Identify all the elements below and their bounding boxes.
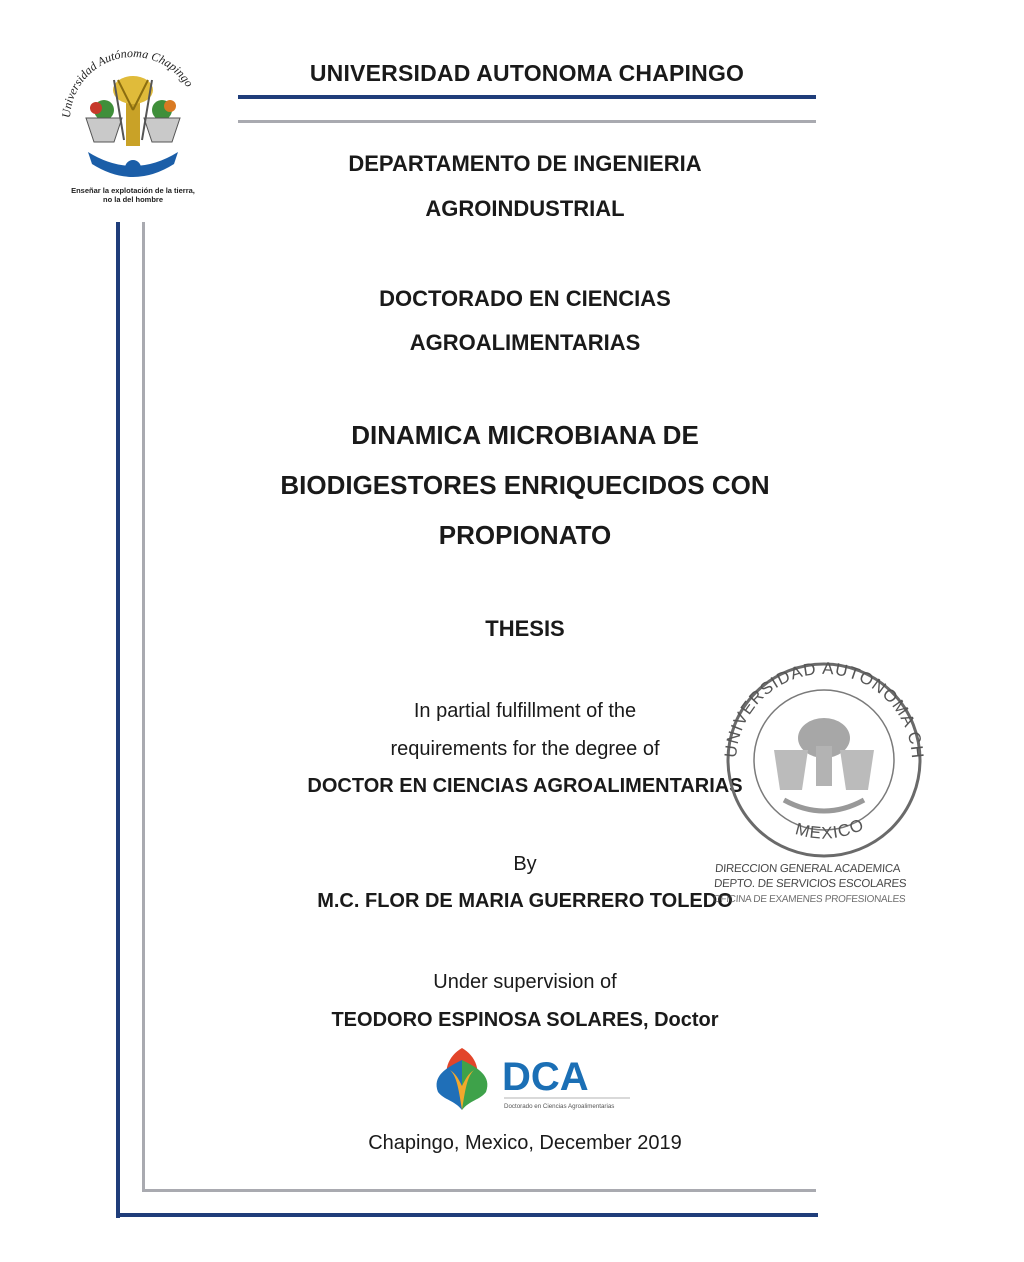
stamp-ring-top: UNIVERSIDAD AUTONOMA CH <box>720 658 928 760</box>
document-type: THESIS <box>485 616 565 641</box>
fulfillment-line2: requirements for the degree of <box>390 738 660 760</box>
dca-acronym: DCA <box>502 1055 589 1099</box>
dca-leaf-icon <box>428 1040 638 1120</box>
left-grey-rule <box>142 222 145 1192</box>
fruit-basket-left-icon <box>86 100 122 142</box>
stamp-line2: DEPTO. DE SERVICIOS ESCOLARES <box>713 878 907 890</box>
logo-ring-text: Universidad Autónoma Chapingo <box>58 45 197 119</box>
stamp-line3: OFICINA DE EXAMENES PROFESIONALES <box>712 894 906 905</box>
bottom-navy-rule <box>116 1213 818 1217</box>
department-line2: AGROINDUSTRIAL <box>425 196 625 221</box>
left-navy-rule <box>116 222 120 1218</box>
bottom-grey-rule <box>142 1189 816 1192</box>
logo-motto-line2: no la del hombre <box>102 195 163 204</box>
thesis-title-line1: DINAMICA MICROBIANA DE <box>351 420 699 450</box>
official-stamp <box>700 650 940 940</box>
fruit-basket-right-icon <box>144 100 180 142</box>
thesis-title-line2: BIODIGESTORES ENRIQUECIDOS CON <box>280 470 770 500</box>
supervisor-name: TEODORO ESPINOSA SOLARES, Doctor <box>331 1009 719 1031</box>
place-date: Chapingo, Mexico, December 2019 <box>368 1132 682 1154</box>
author-name: M.C. FLOR DE MARIA GUERRERO TOLEDO <box>317 890 733 912</box>
stamp-line1: DIRECCION GENERAL ACADEMICA <box>714 863 901 875</box>
dca-logo <box>428 1040 638 1120</box>
by-label: By <box>513 853 537 875</box>
stamp-ring-bottom: MEXICO <box>793 814 868 843</box>
degree-name: DOCTOR EN CIENCIAS AGROALIMENTARIAS <box>307 775 743 797</box>
logo-motto-line1: Enseñar la explotación de la tierra, <box>71 186 195 195</box>
university-name: UNIVERSIDAD AUTONOMA CHAPINGO <box>309 60 745 86</box>
supervision-label: Under supervision of <box>433 971 617 993</box>
program-line1: DOCTORADO EN CIENCIAS <box>379 286 671 311</box>
thesis-title-line3: PROPIONATO <box>438 520 612 550</box>
stamp-text <box>712 862 945 907</box>
stamp-emblem-icon <box>774 718 874 811</box>
top-navy-rule <box>238 95 816 99</box>
university-logo <box>48 40 218 220</box>
program-line2: AGROALIMENTARIAS <box>409 330 641 355</box>
dca-subtitle: Doctorado en Ciencias Agroalimentarias <box>504 1103 615 1110</box>
fulfillment-line1: In partial fulfillment of the <box>413 700 637 722</box>
department-line1: DEPARTAMENTO DE INGENIERIA <box>348 151 702 176</box>
stamp-seal <box>700 650 940 860</box>
top-grey-rule <box>238 120 816 123</box>
svg-text:MEXICO <box>793 815 867 843</box>
